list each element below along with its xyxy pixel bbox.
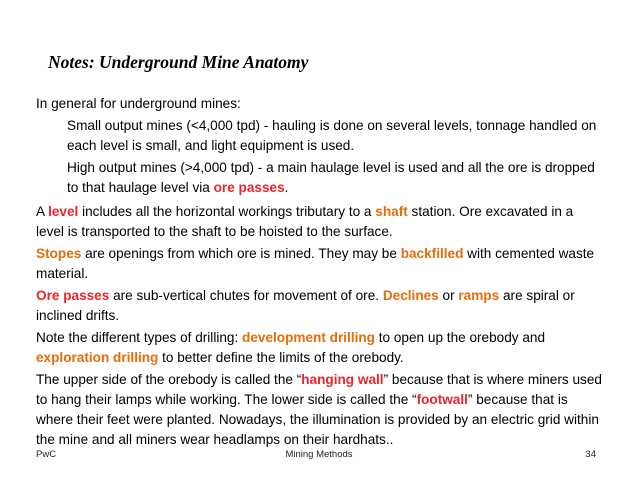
term-stopes: Stopes: [36, 246, 82, 261]
paragraph-drilling: [36, 328, 602, 368]
term-ramps: ramps: [458, 288, 500, 303]
text: are openings from which ore is mined. They may be: [81, 246, 401, 261]
text: station. Ore excavated in a level is transported to the shaft to be hoisted to the surface.: [36, 204, 574, 239]
footer-page-number: 34: [585, 449, 596, 460]
slide-body: [36, 94, 602, 452]
text: .: [284, 180, 289, 195]
text: are sub-vertical chutes for movement of ore.: [109, 288, 383, 303]
term-shaft: shaft: [375, 204, 408, 219]
paragraph-small-mines: Small output mines (<4,000 tpd) - hauling is done on several levels, tonnage handled on each level is small, and light equipment is used.: [67, 118, 597, 153]
footer-topic: Mining Methods: [285, 449, 353, 460]
paragraph-level: [36, 202, 602, 242]
text: includes all the horizontal workings tributary to a: [78, 204, 376, 219]
paragraph-intro: In general for underground mines:: [36, 96, 241, 111]
term-declines: Declines: [382, 288, 439, 303]
term-backfilled: backfilled: [400, 246, 464, 261]
term-ore-passes-def: Ore passes: [36, 288, 110, 303]
term-level: level: [48, 204, 79, 219]
text: ” because that is where their feet were planted. Nowadays, the illumination is provided by an electric grid within the mine and all miners wear headlamps on their hardhats..: [36, 392, 599, 447]
term-ore-passes: ore passes: [213, 180, 285, 195]
term-exploration-drilling: exploration drilling: [36, 350, 159, 365]
term-development-drilling: development drilling: [242, 330, 375, 345]
term-footwall: footwall: [416, 392, 468, 407]
text: to open up the orebody and: [374, 330, 546, 345]
text: are spiral or inclined drifts.: [36, 288, 575, 323]
paragraph-ore-passes: [36, 286, 602, 326]
text: to better define the limits of the orebody.: [158, 350, 404, 365]
paragraph-walls: [36, 370, 602, 450]
paragraph-stopes: [36, 244, 602, 284]
footer-company: PwC: [36, 449, 57, 460]
slide-title: Notes: Underground Mine Anatomy: [48, 52, 309, 72]
text: with cemented waste material.: [36, 246, 595, 281]
text: A: [36, 204, 49, 219]
term-hanging-wall: hanging wall: [301, 372, 384, 387]
text: or: [438, 288, 459, 303]
text: High output mines (>4,000 tpd) - a main haulage level is used and all the ore is dropped to that haulage level via: [67, 160, 595, 195]
text: Note the different types of drilling:: [36, 330, 243, 345]
paragraph-high-output-mines: [36, 158, 602, 198]
text: ” because that is where miners used to hang their lamps while working. The lower side is called the “: [36, 372, 602, 407]
text: The upper side of the orebody is called the “: [36, 372, 302, 387]
